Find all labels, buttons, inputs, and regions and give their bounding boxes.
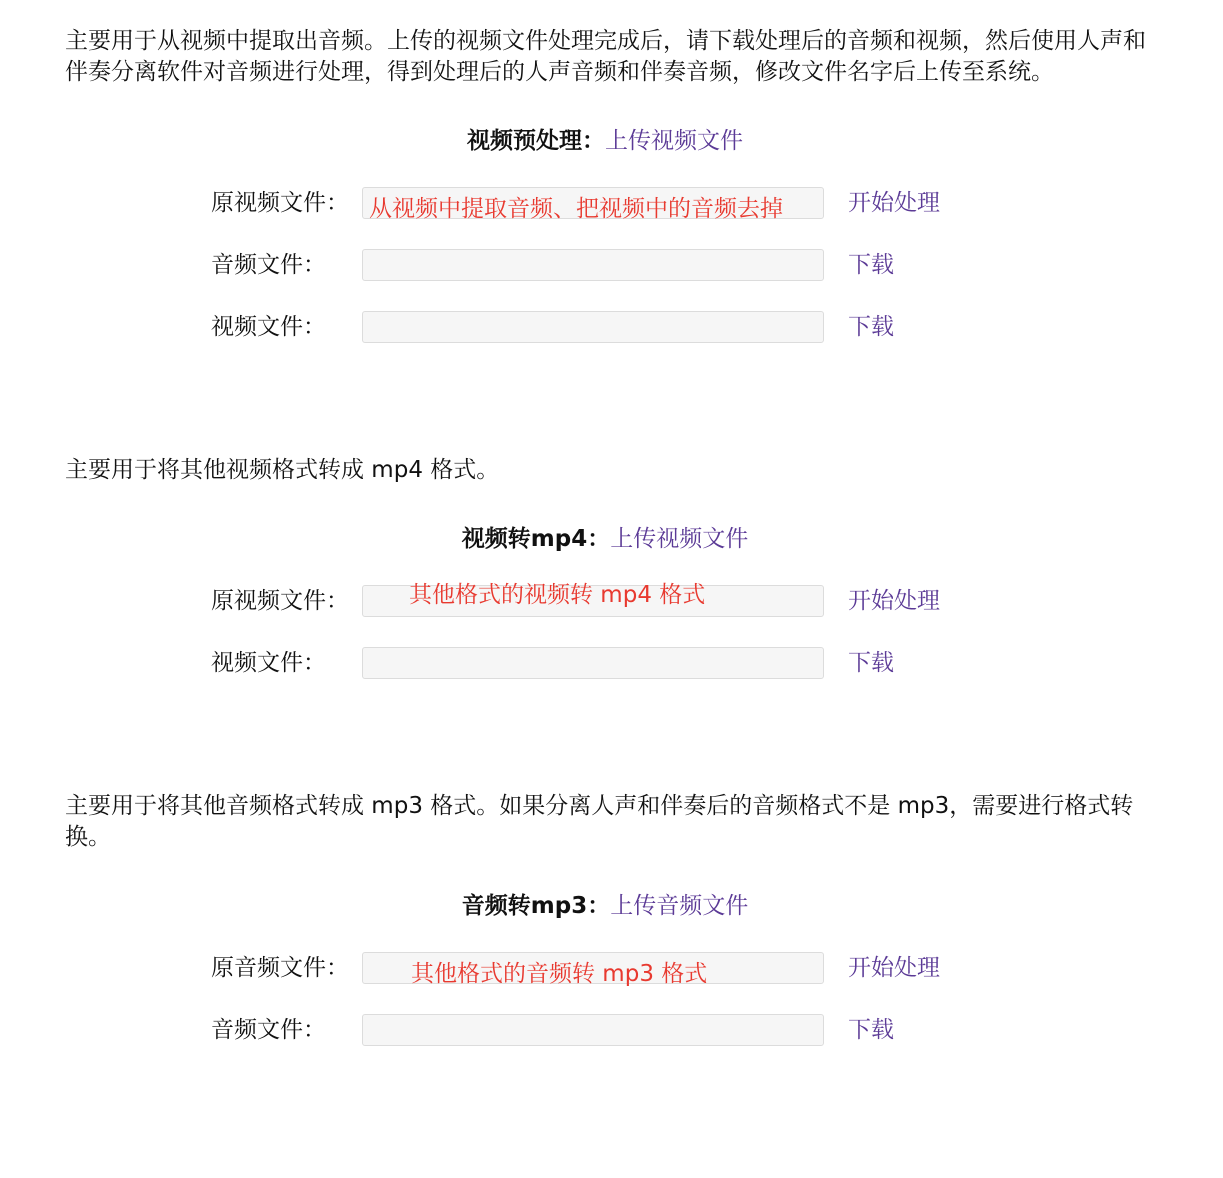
upload-video-link[interactable]: 上传视频文件 xyxy=(605,128,743,154)
video-preprocess-title: 视频预处理： xyxy=(467,128,605,154)
source-audio-label: 原音频文件： xyxy=(211,955,349,981)
video-to-mp4-title: 视频转mp4： xyxy=(461,526,611,552)
source-video-hint: 从视频中提取音频、把视频中的音频去掉 xyxy=(369,196,783,222)
source-video-field[interactable] xyxy=(362,582,824,617)
upload-video-link[interactable]: 上传视频文件 xyxy=(610,526,749,552)
video-file-label: 视频文件： xyxy=(211,650,326,676)
upload-audio-link[interactable]: 上传音频文件 xyxy=(610,893,749,919)
source-video-label: 原视频文件： xyxy=(211,190,349,216)
source-audio-row xyxy=(0,952,1223,987)
source-video-field[interactable] xyxy=(362,187,824,222)
video-file-label: 视频文件： xyxy=(211,314,326,340)
video-file-field[interactable] xyxy=(362,311,824,343)
video-file-row xyxy=(0,647,1223,679)
audio-to-mp3-title: 音频转mp3： xyxy=(461,893,611,919)
start-process-button[interactable]: 开始处理 xyxy=(848,190,940,216)
source-video-label: 原视频文件： xyxy=(211,588,349,614)
start-process-button[interactable]: 开始处理 xyxy=(848,588,940,614)
audio-file-row xyxy=(0,1014,1223,1046)
video-preprocess-description: 主要用于从视频中提取出音频。上传的视频文件处理完成后，请下载处理后的音频和视频，然后使用人声和伴奏分离软件对音频进行处理，得到处理后的人声音频和伴奏音频，修改文件名字后上传至系统。 xyxy=(65,28,1146,85)
download-video-button[interactable]: 下载 xyxy=(848,314,894,340)
audio-file-field[interactable] xyxy=(362,1014,824,1046)
source-video-row xyxy=(0,187,1223,222)
source-video-hint: 其他格式的视频转 mp4 格式 xyxy=(409,582,706,608)
video-to-mp4-heading xyxy=(0,524,1210,555)
audio-to-mp3-heading xyxy=(0,891,1210,922)
video-to-mp4-description: 主要用于将其他视频格式转成 mp4 格式。 xyxy=(65,457,500,483)
audio-file-label: 音频文件： xyxy=(211,252,326,278)
download-audio-button[interactable]: 下载 xyxy=(848,1017,894,1043)
video-preprocess-heading xyxy=(0,126,1210,157)
video-file-row xyxy=(0,311,1223,343)
download-video-button[interactable]: 下载 xyxy=(848,650,894,676)
audio-file-field[interactable] xyxy=(362,249,824,281)
source-audio-field[interactable] xyxy=(362,952,824,987)
source-video-row xyxy=(0,582,1223,617)
audio-file-row xyxy=(0,249,1223,281)
video-file-field[interactable] xyxy=(362,647,824,679)
download-audio-button[interactable]: 下载 xyxy=(848,252,894,278)
audio-file-label: 音频文件： xyxy=(211,1017,326,1043)
source-audio-hint: 其他格式的音频转 mp3 格式 xyxy=(411,961,708,987)
start-process-button[interactable]: 开始处理 xyxy=(848,955,940,981)
audio-to-mp3-description: 主要用于将其他音频格式转成 mp3 格式。如果分离人声和伴奏后的音频格式不是 mp3，需要进行格式转换。 xyxy=(65,793,1134,850)
